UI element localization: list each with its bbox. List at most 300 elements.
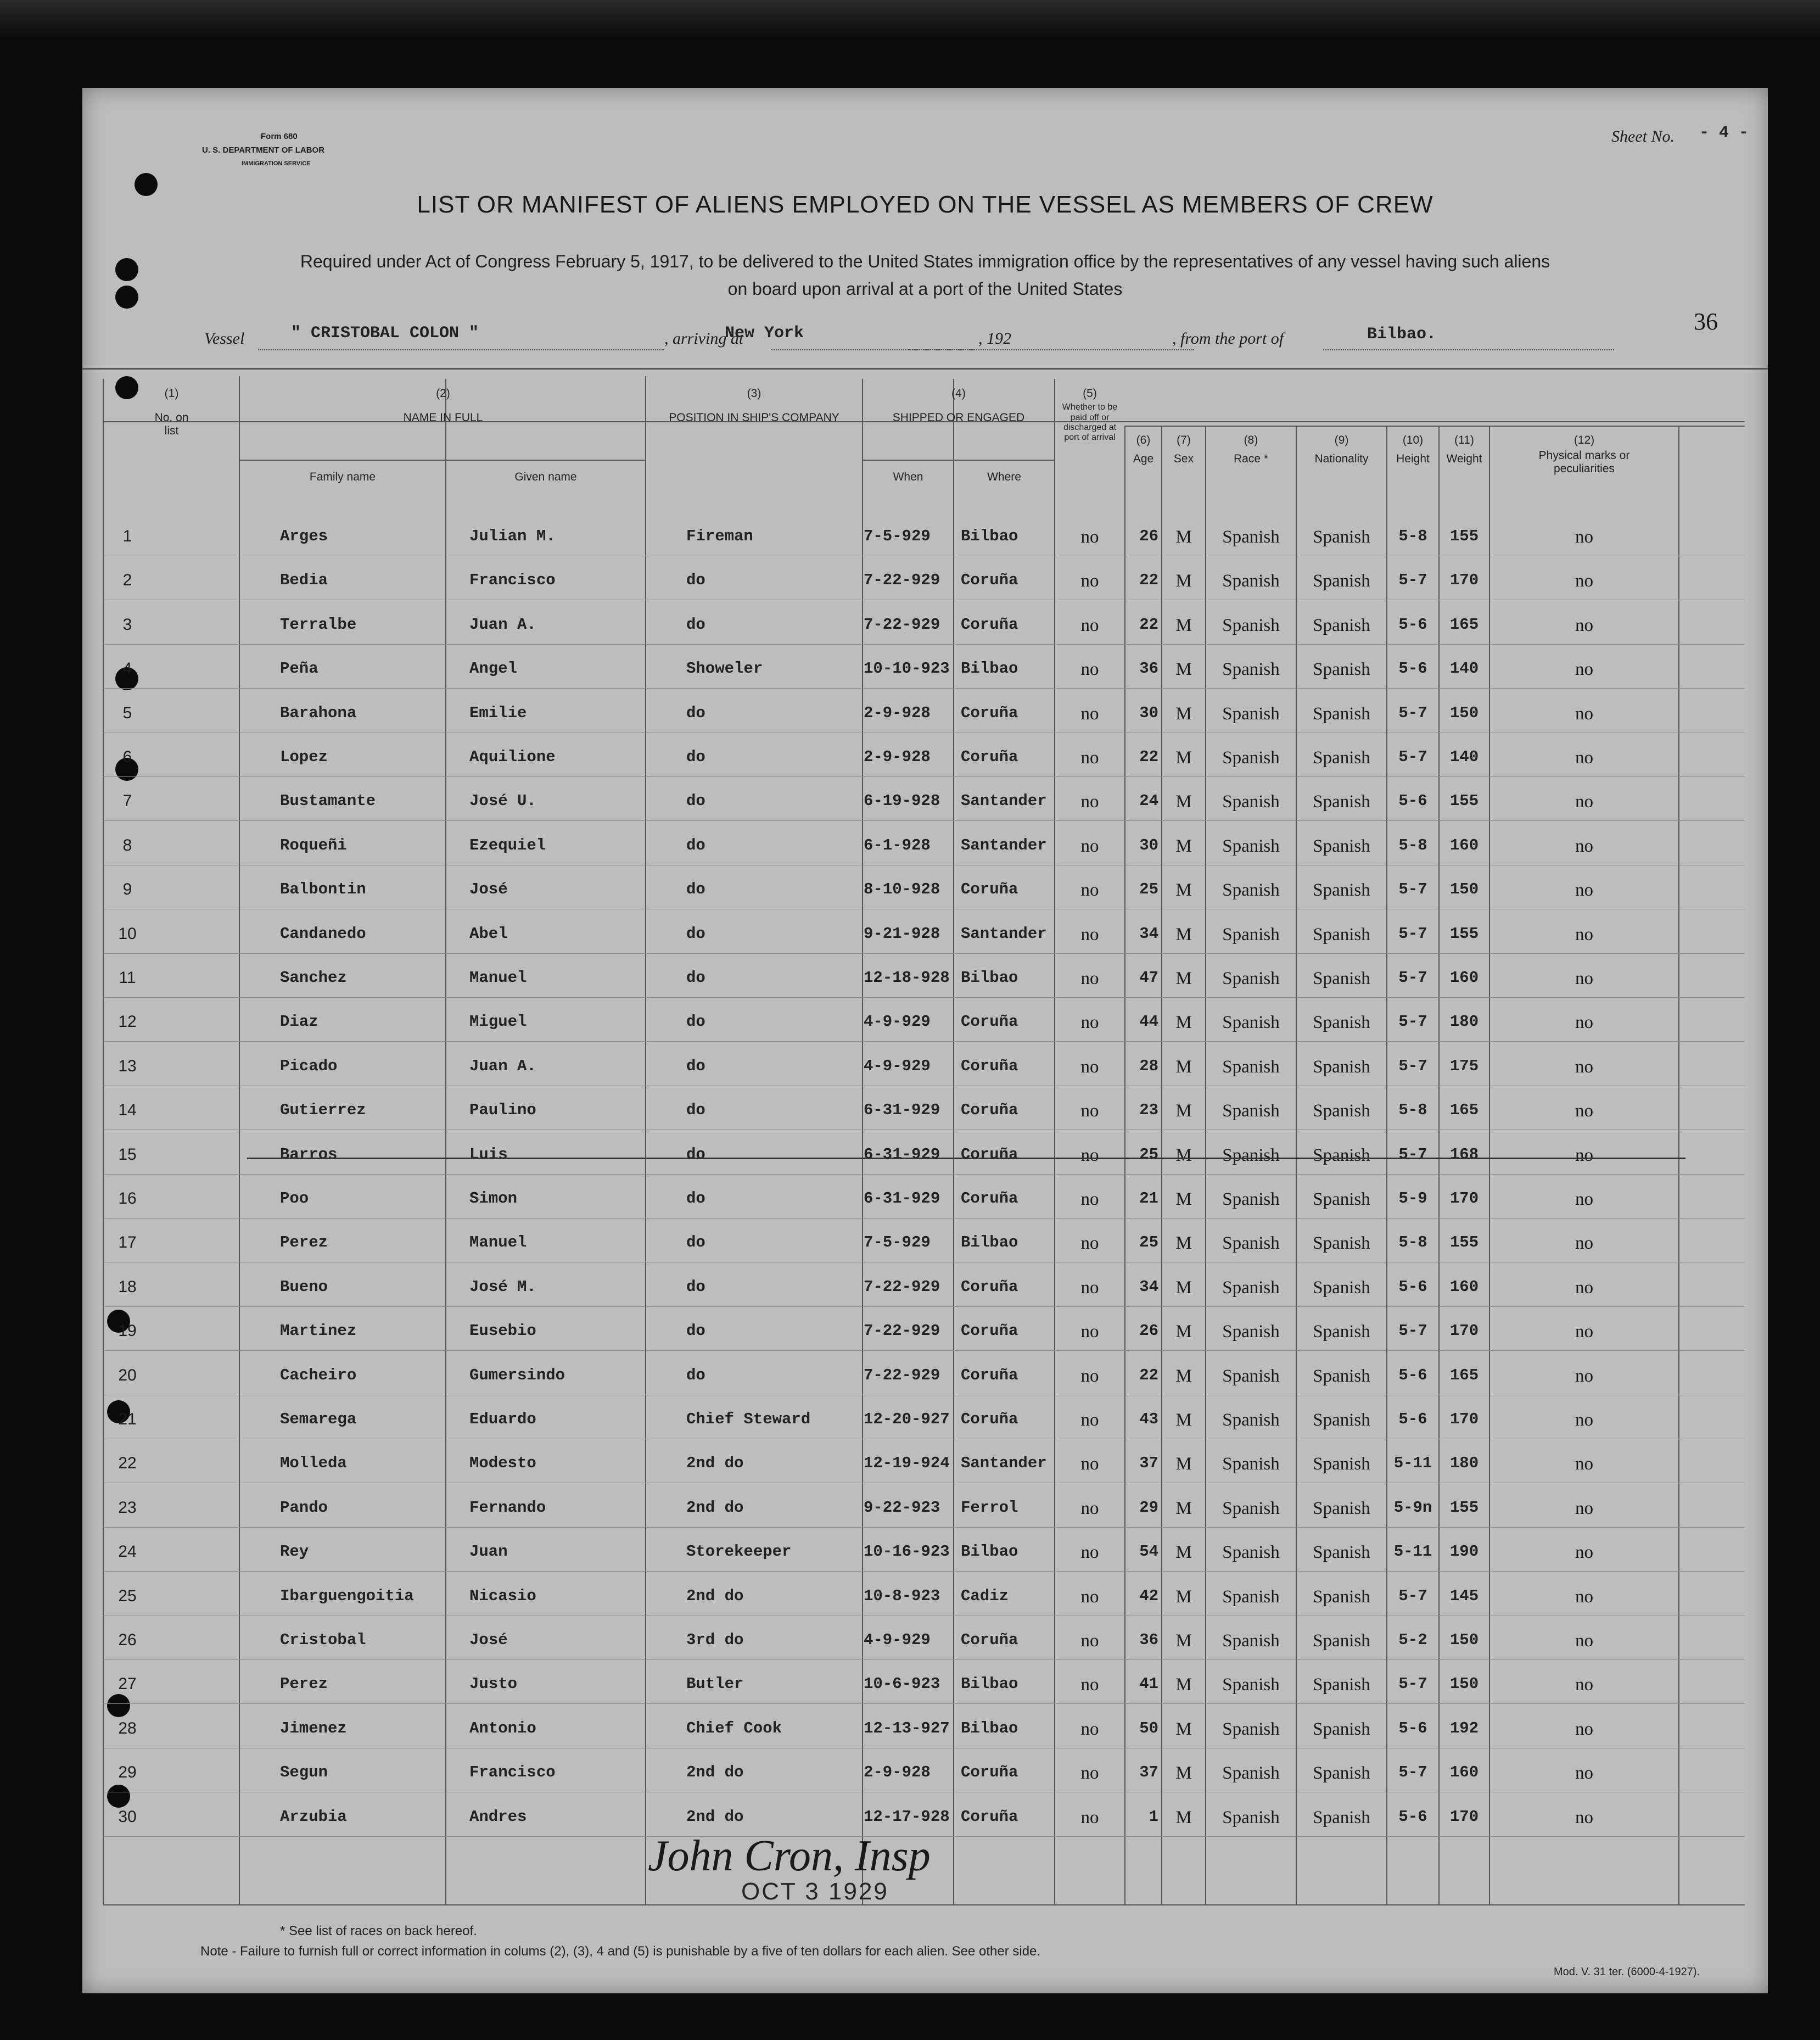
cell-where: Ferrol xyxy=(961,1499,1018,1517)
cell-paid: no xyxy=(1080,1410,1099,1430)
cell-marks: no xyxy=(1575,1189,1593,1209)
cell-given: Juan A. xyxy=(469,616,536,634)
cell-race: Spanish xyxy=(1222,1542,1280,1562)
from-port: Bilbao. xyxy=(1367,325,1437,344)
cell-weight: 192 xyxy=(1449,1719,1479,1737)
cell-sex: M xyxy=(1175,1189,1192,1209)
cell-no: 20 xyxy=(118,1366,137,1384)
cell-position: do xyxy=(686,836,705,854)
cell-marks: no xyxy=(1575,836,1593,856)
cell-height: 5-6 xyxy=(1398,1278,1427,1296)
cell-where: Coruña xyxy=(961,1763,1018,1781)
department: U. S. DEPARTMENT OF LABOR xyxy=(202,146,325,155)
cell-weight: 160 xyxy=(1449,1763,1479,1781)
cell-nationality: Spanish xyxy=(1313,1675,1370,1695)
cell-nationality: Spanish xyxy=(1313,1189,1370,1209)
cell-given: Ezequiel xyxy=(469,836,546,854)
cell-age: 26 xyxy=(1139,527,1158,545)
cell-position: do xyxy=(686,1366,705,1384)
cell-position: do xyxy=(686,1278,705,1296)
cell-nationality: Spanish xyxy=(1313,1631,1370,1651)
cell-height: 5-7 xyxy=(1398,571,1427,589)
cell-sex: M xyxy=(1175,1410,1192,1430)
cell-height: 5-7 xyxy=(1398,1763,1427,1781)
vessel-name: " CRISTOBAL COLON " xyxy=(291,324,479,343)
cell-paid: no xyxy=(1080,1366,1099,1386)
cell-paid: no xyxy=(1080,616,1099,635)
cell-race: Spanish xyxy=(1222,748,1280,768)
cell-position: do xyxy=(686,1233,705,1251)
cell-no: 13 xyxy=(118,1057,137,1075)
cell-given: Simon xyxy=(469,1189,518,1208)
cell-position: 2nd do xyxy=(686,1454,744,1472)
cell-sex: M xyxy=(1175,1587,1192,1607)
cell-marks: no xyxy=(1575,1145,1593,1165)
cell-age: 47 xyxy=(1139,969,1158,987)
cell-sex: M xyxy=(1175,1322,1192,1342)
cell-when: 10-6-923 xyxy=(864,1675,940,1693)
cell-position: do xyxy=(686,748,705,766)
cell-race: Spanish xyxy=(1222,1631,1280,1651)
cell-marks: no xyxy=(1575,1322,1593,1342)
cell-age: 26 xyxy=(1139,1322,1158,1340)
cell-marks: no xyxy=(1575,1719,1593,1739)
cell-marks: no xyxy=(1575,1410,1593,1430)
cell-race: Spanish xyxy=(1222,571,1280,591)
cell-nationality: Spanish xyxy=(1313,1719,1370,1739)
cell-when: 2-9-928 xyxy=(864,748,931,766)
cell-height: 5-7 xyxy=(1398,748,1427,766)
cell-given: Fernando xyxy=(469,1499,546,1517)
cell-where: Coruña xyxy=(961,1057,1018,1075)
cell-paid: no xyxy=(1080,748,1099,768)
subtitle-line1: Required under Act of Congress February 5, 1917, to be delivered to the United States immigration office by the representatives of any vessel having such aliens xyxy=(300,251,1550,271)
cell-position: Showeler xyxy=(686,659,763,678)
cell-where: Coruña xyxy=(961,748,1018,766)
cell-height: 5-7 xyxy=(1398,1145,1427,1164)
cell-weight: 165 xyxy=(1449,616,1479,634)
cell-nationality: Spanish xyxy=(1313,1542,1370,1562)
cell-sex: M xyxy=(1175,792,1192,812)
cell-family: Rey xyxy=(280,1542,309,1561)
cell-position: Chief Steward xyxy=(686,1410,811,1428)
cell-race: Spanish xyxy=(1222,1763,1280,1783)
cell-given: Juan A. xyxy=(469,1057,536,1075)
cell-where: Coruña xyxy=(961,704,1018,722)
cell-when: 12-19-924 xyxy=(864,1454,950,1472)
cell-weight: 160 xyxy=(1449,1278,1479,1296)
subtitle-line2: on board upon arrival at a port of the United States xyxy=(727,279,1123,299)
cell-sex: M xyxy=(1175,1233,1192,1253)
cell-sex: M xyxy=(1175,1145,1192,1165)
cell-when: 7-22-929 xyxy=(864,571,940,589)
cell-family: Arges xyxy=(280,527,328,545)
cell-height: 5-6 xyxy=(1398,616,1427,634)
cell-when: 6-19-928 xyxy=(864,792,940,810)
cell-height: 5-7 xyxy=(1398,1322,1427,1340)
cell-family: Arzubia xyxy=(280,1808,347,1826)
cell-sex: M xyxy=(1175,1366,1192,1386)
cell-paid: no xyxy=(1080,1675,1099,1695)
penalty-note: Note - Failure to furnish full or correct information in colums (2), (3), 4 and (5) is punishable by a five of ten dollars for each alien. See other side. xyxy=(200,1944,1041,1959)
cell-race: Spanish xyxy=(1222,1366,1280,1386)
cell-where: Coruña xyxy=(961,1013,1018,1031)
cell-paid: no xyxy=(1080,1189,1099,1209)
cell-height: 5-7 xyxy=(1398,1013,1427,1031)
cell-height: 5-8 xyxy=(1398,836,1427,854)
cell-race: Spanish xyxy=(1222,659,1280,679)
cell-race: Spanish xyxy=(1222,1145,1280,1165)
cell-nationality: Spanish xyxy=(1313,1057,1370,1077)
cell-age: 25 xyxy=(1139,1233,1158,1251)
cell-age: 24 xyxy=(1139,792,1158,810)
cell-when: 12-17-928 xyxy=(864,1808,950,1826)
cell-when: 4-9-929 xyxy=(864,1631,931,1649)
cell-height: 5-6 xyxy=(1398,792,1427,810)
cell-no: 23 xyxy=(118,1499,137,1517)
cell-paid: no xyxy=(1080,925,1099,944)
cell-family: Jimenez xyxy=(280,1719,347,1737)
cell-position: Storekeeper xyxy=(686,1542,792,1561)
cell-age: 41 xyxy=(1139,1675,1158,1693)
cell-when: 6-31-929 xyxy=(864,1145,940,1164)
cell-nationality: Spanish xyxy=(1313,1101,1370,1121)
cell-no: 27 xyxy=(118,1675,137,1693)
cell-where: Coruña xyxy=(961,1322,1018,1340)
cell-family: Semarega xyxy=(280,1410,357,1428)
cell-nationality: Spanish xyxy=(1313,1013,1370,1032)
cell-where: Santander xyxy=(961,792,1047,810)
cell-given: Aquilione xyxy=(469,748,556,766)
cell-family: Peña xyxy=(280,659,318,678)
cell-family: Perez xyxy=(280,1233,328,1251)
col-where-header: Where xyxy=(987,471,1021,483)
cell-weight: 150 xyxy=(1449,1675,1479,1693)
cell-family: Martinez xyxy=(280,1322,357,1340)
cell-family: Bedia xyxy=(280,571,328,589)
cell-weight: 170 xyxy=(1449,1410,1479,1428)
cell-given: Emilie xyxy=(469,704,527,722)
cell-sex: M xyxy=(1175,659,1192,679)
cell-marks: no xyxy=(1575,1454,1593,1474)
cell-height: 5-8 xyxy=(1398,1233,1427,1251)
cell-weight: 175 xyxy=(1449,1057,1479,1075)
cell-nationality: Spanish xyxy=(1313,571,1370,591)
cell-no: 8 xyxy=(122,836,132,854)
cell-age: 22 xyxy=(1139,571,1158,589)
cell-no: 18 xyxy=(118,1278,137,1296)
cell-weight: 180 xyxy=(1449,1013,1479,1031)
cell-height: 5-11 xyxy=(1393,1542,1432,1561)
cell-when: 8-10-928 xyxy=(864,880,940,898)
cell-height: 5-7 xyxy=(1398,704,1427,722)
cell-marks: no xyxy=(1575,1542,1593,1562)
cell-sex: M xyxy=(1175,1542,1192,1562)
cell-race: Spanish xyxy=(1222,527,1280,547)
cell-family: Ibarguengoitia xyxy=(280,1587,414,1605)
cell-sex: M xyxy=(1175,1101,1192,1121)
cell-paid: no xyxy=(1080,1145,1099,1165)
cell-where: Bilbao xyxy=(961,969,1018,987)
cell-weight: 155 xyxy=(1449,1233,1479,1251)
cell-no: 19 xyxy=(118,1322,137,1340)
cell-no: 26 xyxy=(118,1631,137,1649)
cell-family: Pando xyxy=(280,1499,328,1517)
cell-marks: no xyxy=(1575,571,1593,591)
cell-height: 5-6 xyxy=(1398,1808,1427,1826)
cell-race: Spanish xyxy=(1222,616,1280,635)
cell-family: Roqueñi xyxy=(280,836,347,854)
cell-age: 30 xyxy=(1139,704,1158,722)
cell-when: 7-22-929 xyxy=(864,616,940,634)
cell-when: 6-31-929 xyxy=(864,1189,940,1208)
cell-weight: 155 xyxy=(1449,527,1479,545)
cell-family: Bueno xyxy=(280,1278,328,1296)
cell-nationality: Spanish xyxy=(1313,925,1370,944)
sheet-label: Sheet No. xyxy=(1611,127,1675,146)
cell-position: 2nd do xyxy=(686,1587,744,1605)
cell-weight: 140 xyxy=(1449,748,1479,766)
cell-age: 37 xyxy=(1139,1454,1158,1472)
cell-age: 22 xyxy=(1139,1366,1158,1384)
cell-family: Cristobal xyxy=(280,1631,366,1649)
col-paid-header: (5) Whether to be paid off or discharged at port of arrival xyxy=(1062,387,1118,443)
cell-no: 17 xyxy=(118,1233,137,1251)
cell-weight: 140 xyxy=(1449,659,1479,678)
cell-where: Coruña xyxy=(961,1189,1018,1208)
cell-nationality: Spanish xyxy=(1313,659,1370,679)
cell-where: Santander xyxy=(961,836,1047,854)
cell-where: Coruña xyxy=(961,616,1018,634)
cell-position: Butler xyxy=(686,1675,744,1693)
cell-nationality: Spanish xyxy=(1313,1454,1370,1474)
cell-when: 2-9-928 xyxy=(864,704,931,722)
cell-sex: M xyxy=(1175,969,1192,988)
cell-paid: no xyxy=(1080,1454,1099,1474)
sheet-number: - 4 - xyxy=(1699,124,1749,142)
manifest-page xyxy=(82,88,1768,1993)
cell-position: do xyxy=(686,1101,705,1119)
cell-sex: M xyxy=(1175,1057,1192,1077)
cell-where: Coruña xyxy=(961,1410,1018,1428)
cell-paid: no xyxy=(1080,1057,1099,1077)
cell-given: José xyxy=(469,1631,508,1649)
cell-when: 7-22-929 xyxy=(864,1322,940,1340)
cell-height: 5-7 xyxy=(1398,1675,1427,1693)
cell-position: do xyxy=(686,616,705,634)
cell-no: 1 xyxy=(122,527,132,545)
cell-marks: no xyxy=(1575,792,1593,812)
cell-given: Luis xyxy=(469,1145,508,1164)
cell-where: Bilbao xyxy=(961,1675,1018,1693)
cell-when: 7-22-929 xyxy=(864,1366,940,1384)
cell-marks: no xyxy=(1575,1587,1593,1607)
cell-marks: no xyxy=(1575,1101,1593,1121)
cell-nationality: Spanish xyxy=(1313,880,1370,900)
cell-height: 5-6 xyxy=(1398,1719,1427,1737)
cell-weight: 180 xyxy=(1449,1454,1479,1472)
cell-given: Paulino xyxy=(469,1101,536,1119)
cell-race: Spanish xyxy=(1222,792,1280,812)
cell-where: Cadiz xyxy=(961,1587,1009,1605)
cell-no: 15 xyxy=(118,1145,137,1164)
cell-race: Spanish xyxy=(1222,704,1280,724)
cell-where: Coruña xyxy=(961,1631,1018,1649)
cell-race: Spanish xyxy=(1222,1278,1280,1298)
cell-position: Chief Cook xyxy=(686,1719,782,1737)
cell-paid: no xyxy=(1080,969,1099,988)
cell-age: 23 xyxy=(1139,1101,1158,1119)
cell-position: do xyxy=(686,1057,705,1075)
cell-no: 29 xyxy=(118,1763,137,1781)
cell-race: Spanish xyxy=(1222,1189,1280,1209)
cell-weight: 170 xyxy=(1449,571,1479,589)
cell-when: 2-9-928 xyxy=(864,1763,931,1781)
cell-age: 34 xyxy=(1139,1278,1158,1296)
cell-no: 4 xyxy=(122,659,132,678)
cell-where: Coruña xyxy=(961,571,1018,589)
cell-race: Spanish xyxy=(1222,1499,1280,1518)
cell-height: 5-7 xyxy=(1398,969,1427,987)
cell-when: 9-22-923 xyxy=(864,1499,940,1517)
cell-given: Gumersindo xyxy=(469,1366,565,1384)
cell-position: do xyxy=(686,1189,705,1208)
cell-nationality: Spanish xyxy=(1313,969,1370,988)
cell-given: Manuel xyxy=(469,969,527,987)
inspector-signature: John Cron, Insp xyxy=(648,1832,931,1880)
cell-marks: no xyxy=(1575,880,1593,900)
cell-paid: no xyxy=(1080,659,1099,679)
cell-where: Coruña xyxy=(961,1145,1018,1164)
year-label: , 192 xyxy=(978,329,1011,348)
cell-no: 24 xyxy=(118,1542,137,1561)
cell-race: Spanish xyxy=(1222,1410,1280,1430)
punch-hole xyxy=(107,1785,130,1808)
cell-nationality: Spanish xyxy=(1313,1322,1370,1342)
cell-position: do xyxy=(686,571,705,589)
film-edge xyxy=(0,0,1820,38)
cell-given: Juan xyxy=(469,1542,508,1561)
col-position-header: (3) POSITION IN SHIP'S COMPANY xyxy=(669,387,839,424)
cell-weight: 165 xyxy=(1449,1366,1479,1384)
cell-family: Barros xyxy=(280,1145,338,1164)
col-height-header: (10) Height xyxy=(1396,434,1430,466)
cell-family: Terralbe xyxy=(280,616,357,634)
cell-given: José U. xyxy=(469,792,536,810)
form-mod-number: Mod. V. 31 ter. (6000-4-1927). xyxy=(1554,1966,1700,1978)
cell-race: Spanish xyxy=(1222,969,1280,988)
cell-age: 29 xyxy=(1139,1499,1158,1517)
vessel-label: Vessel xyxy=(204,329,245,348)
cell-height: 5-6 xyxy=(1398,659,1427,678)
cell-given: José M. xyxy=(469,1278,536,1296)
cell-given: José xyxy=(469,880,508,898)
cell-height: 5-6 xyxy=(1398,1410,1427,1428)
cell-nationality: Spanish xyxy=(1313,616,1370,635)
cell-family: Balbontin xyxy=(280,880,366,898)
cell-sex: M xyxy=(1175,748,1192,768)
cell-height: 5-8 xyxy=(1398,1101,1427,1119)
cell-marks: no xyxy=(1575,1631,1593,1651)
cell-family: Picado xyxy=(280,1057,338,1075)
cell-family: Molleda xyxy=(280,1454,347,1472)
cell-marks: no xyxy=(1575,1013,1593,1032)
cell-weight: 165 xyxy=(1449,1101,1479,1119)
cell-nationality: Spanish xyxy=(1313,527,1370,547)
cell-no: 11 xyxy=(119,969,136,987)
cell-weight: 160 xyxy=(1449,969,1479,987)
cell-paid: no xyxy=(1080,792,1099,812)
races-note: * See list of races on back hereof. xyxy=(280,1924,477,1938)
cell-height: 5-7 xyxy=(1398,1587,1427,1605)
col-no-header: (1) No. on list xyxy=(154,387,189,438)
cell-sex: M xyxy=(1175,1631,1192,1651)
cell-race: Spanish xyxy=(1222,1013,1280,1032)
cell-family: Poo xyxy=(280,1189,309,1208)
cell-age: 22 xyxy=(1139,748,1158,766)
service: IMMIGRATION SERVICE xyxy=(242,160,311,167)
col-marks-header: (12) Physical marks or peculiarities xyxy=(1538,434,1630,476)
col-weight-header: (11) Weight xyxy=(1446,434,1482,466)
cell-when: 6-1-928 xyxy=(864,836,931,854)
cell-where: Bilbao xyxy=(961,527,1018,545)
cell-nationality: Spanish xyxy=(1313,1808,1370,1827)
cell-marks: no xyxy=(1575,748,1593,768)
cell-marks: no xyxy=(1575,969,1593,988)
cell-no: 10 xyxy=(118,925,137,943)
cell-age: 43 xyxy=(1139,1410,1158,1428)
cell-height: 5-9n xyxy=(1393,1499,1432,1517)
cell-nationality: Spanish xyxy=(1313,704,1370,724)
strike-line xyxy=(247,1158,1685,1159)
cell-no: 16 xyxy=(118,1189,137,1208)
cell-race: Spanish xyxy=(1222,1719,1280,1739)
cell-when: 6-31-929 xyxy=(864,1101,940,1119)
cell-where: Coruña xyxy=(961,1278,1018,1296)
cell-no: 22 xyxy=(118,1454,137,1472)
col-when-header: When xyxy=(893,471,923,483)
cell-no: 25 xyxy=(118,1587,137,1605)
cell-paid: no xyxy=(1080,1013,1099,1032)
cell-age: 22 xyxy=(1139,616,1158,634)
cell-race: Spanish xyxy=(1222,1454,1280,1474)
cell-marks: no xyxy=(1575,925,1593,944)
cell-paid: no xyxy=(1080,1542,1099,1562)
cell-position: Fireman xyxy=(686,527,753,545)
cell-nationality: Spanish xyxy=(1313,1763,1370,1783)
form-number: Form 680 xyxy=(261,132,298,141)
cell-race: Spanish xyxy=(1222,1101,1280,1121)
arriving-label: , arriving at xyxy=(664,329,744,348)
cell-given: Angel xyxy=(469,659,518,678)
cell-sex: M xyxy=(1175,1454,1192,1474)
cell-given: Antonio xyxy=(469,1719,536,1737)
cell-paid: no xyxy=(1080,1719,1099,1739)
cell-weight: 150 xyxy=(1449,880,1479,898)
cell-marks: no xyxy=(1575,1366,1593,1386)
cell-paid: no xyxy=(1080,571,1099,591)
cell-given: Justo xyxy=(469,1675,518,1693)
cell-paid: no xyxy=(1080,1278,1099,1298)
cell-nationality: Spanish xyxy=(1313,1499,1370,1518)
cell-weight: 170 xyxy=(1449,1322,1479,1340)
cell-no: 2 xyxy=(122,571,132,589)
cell-where: Santander xyxy=(961,1454,1047,1472)
cell-when: 7-22-929 xyxy=(864,1278,940,1296)
cell-where: Coruña xyxy=(961,1101,1018,1119)
cell-height: 5-6 xyxy=(1398,1366,1427,1384)
cell-given: Miguel xyxy=(469,1013,527,1031)
